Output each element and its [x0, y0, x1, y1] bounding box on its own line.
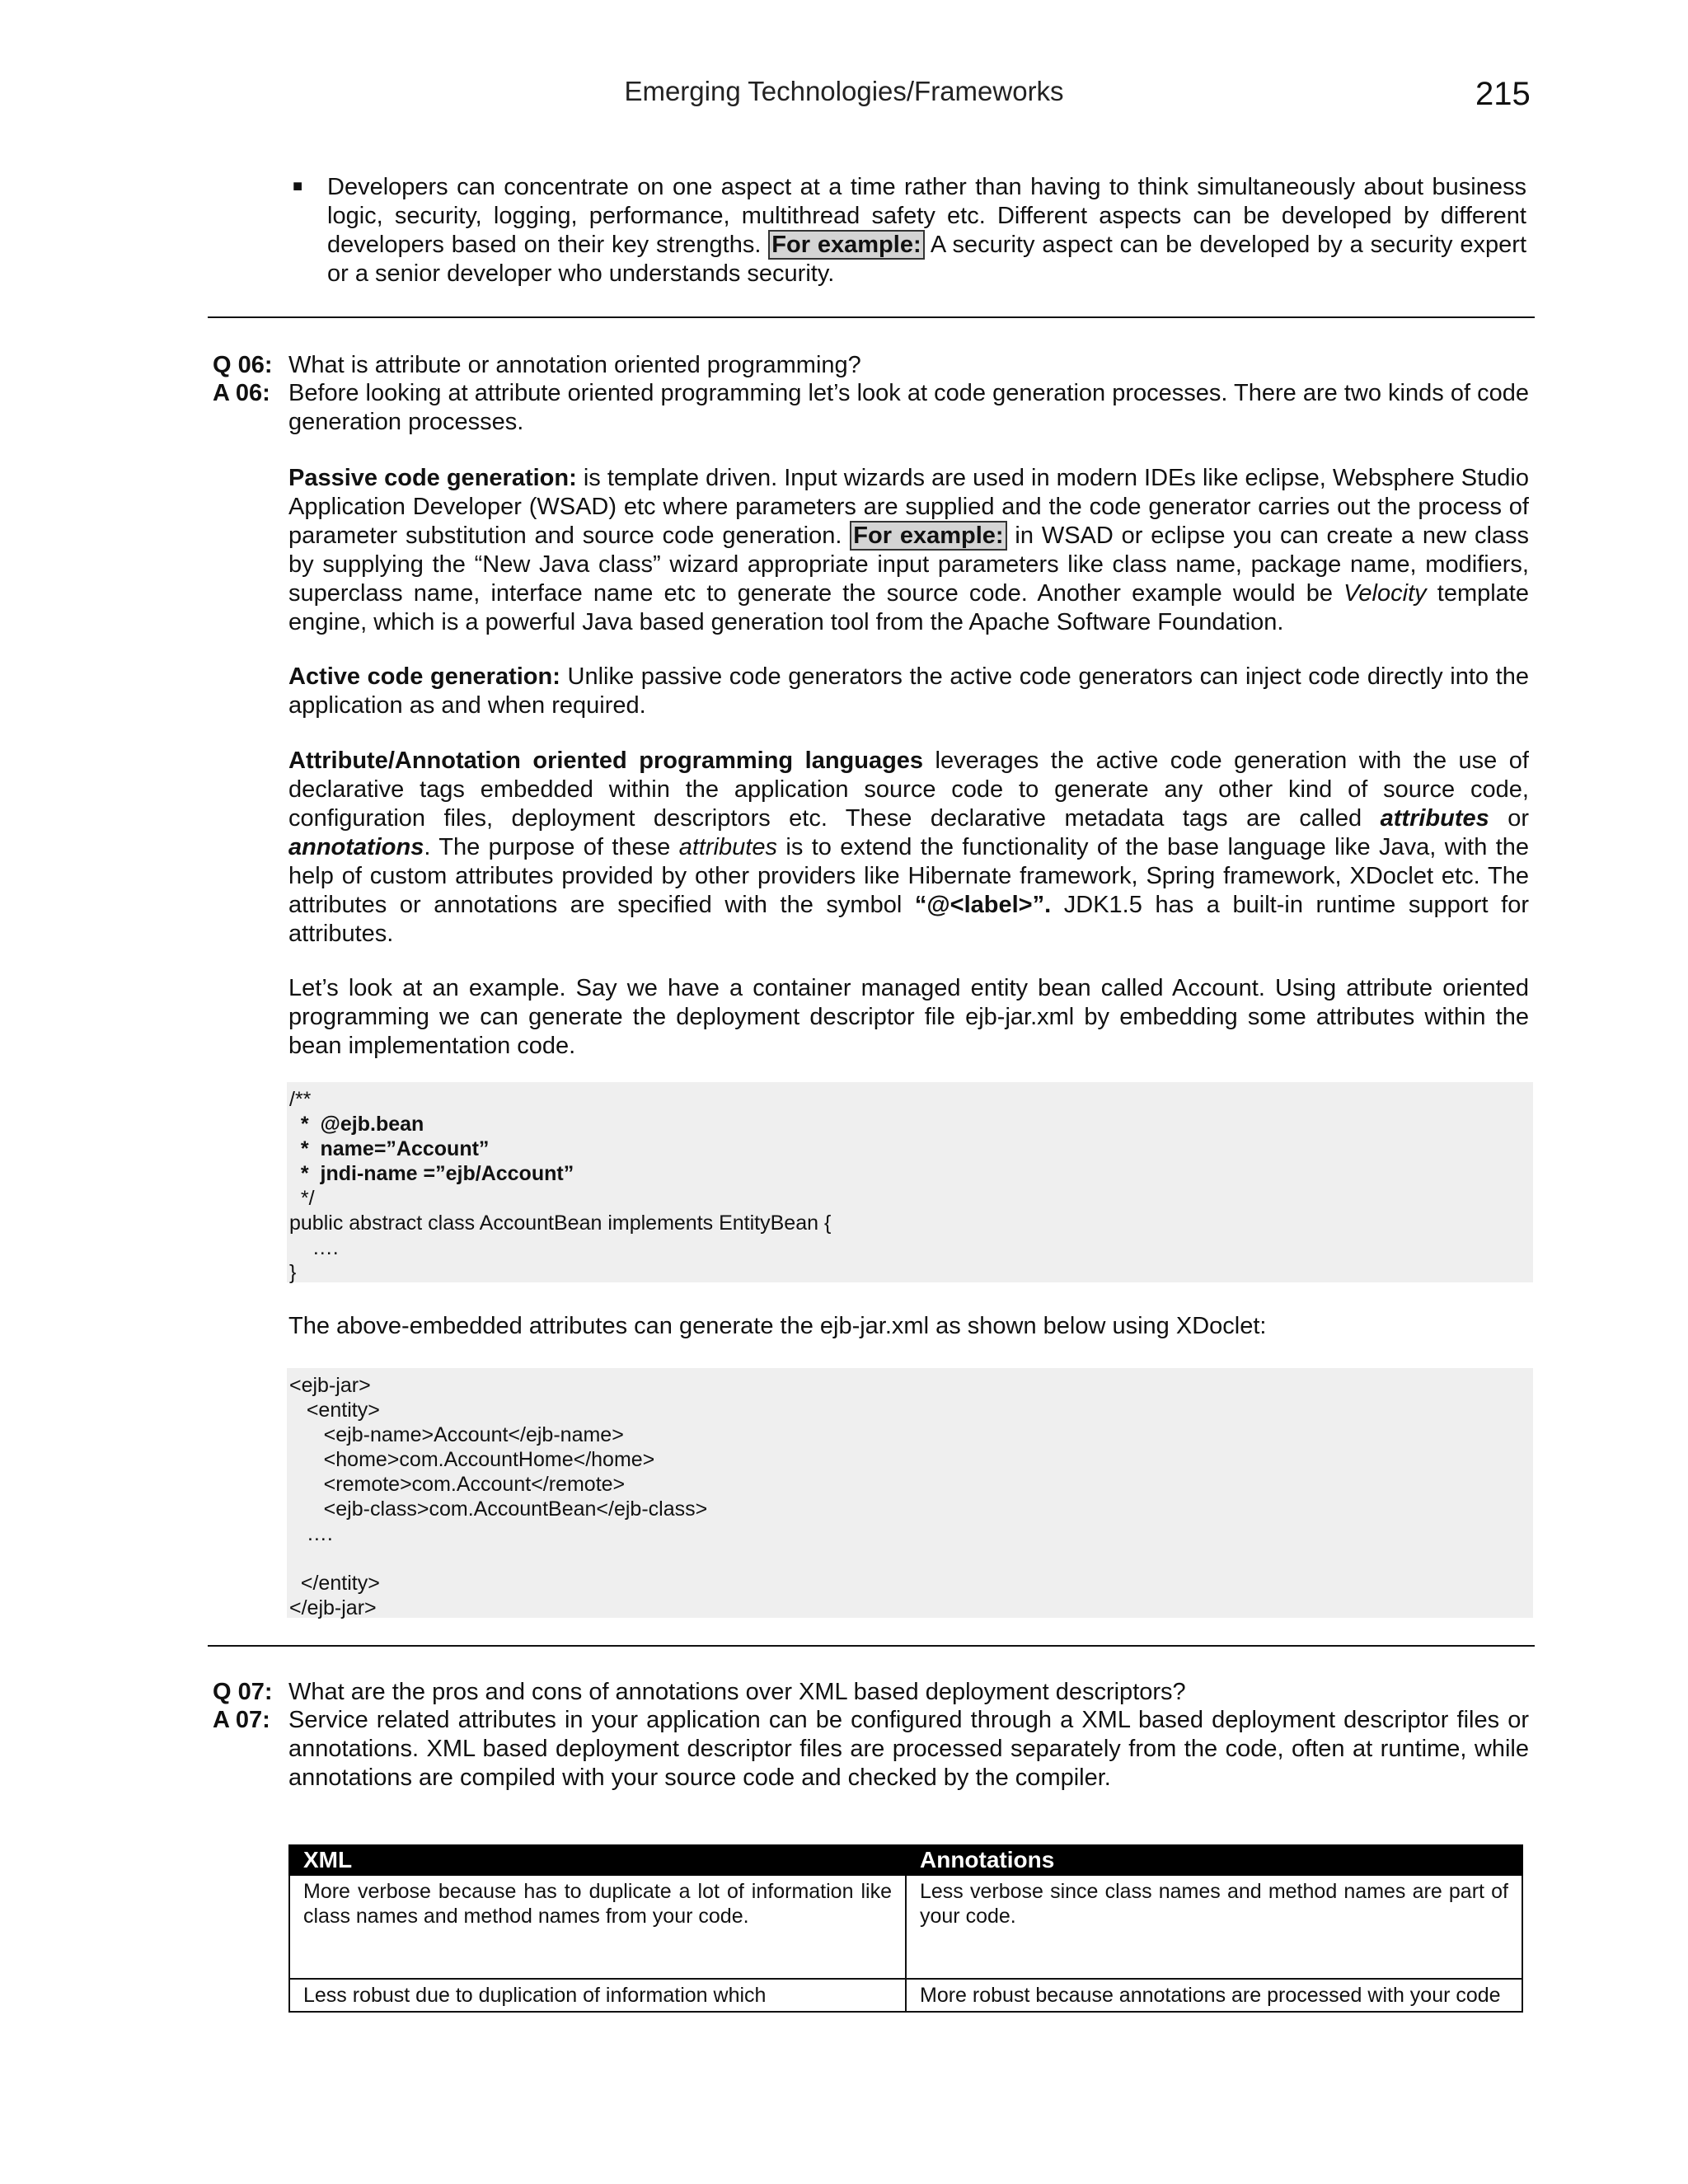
- for-example-highlight: For example:: [768, 230, 924, 260]
- for-example-highlight: For example:: [850, 521, 1006, 551]
- a07-answer: Service related attributes in your application can be configured through a XML based deployment descriptor files or annotations. XML based deployment descriptor files are processed separately from the code, often at runtime, while annotations are compiled with your source code and checked by the compiler.: [288, 1707, 1529, 1791]
- table-row: Less robust due to duplication of information which More robust because annotations are processed with your code: [289, 1979, 1522, 2012]
- java-code-block: /** * @ejb.bean * name=”Account” * jndi-name =”ejb/Account” */ public abstract class AccountBean implements EntityBean { …. }: [287, 1082, 1533, 1282]
- attribute-programming-paragraph: Attribute/Annotation oriented programming languages leverages the active code generation with the use of declarative tags embedded within the application source code to generate any other kind of source code, configuration files, deployment descriptors etc. These declarative metadata tags are called attributes or annotations. The purpose of these attributes is to extend the functionality of the base language like Java, with the help of custom attributes provided by other providers like Hibernate framework, Spring framework, XDoclet etc. The attributes or annotations are specified with the symbol “@<label>”. JDK1.5 has a built-in runtime support for attributes.: [288, 748, 1530, 947]
- page-number: 215: [1475, 76, 1531, 112]
- q06-label: Q 06:: [213, 352, 273, 378]
- q07-label: Q 07:: [213, 1679, 273, 1705]
- table-header-xml: XML: [289, 1845, 906, 1875]
- active-heading: Active code generation:: [288, 663, 560, 690]
- section-divider: [208, 1645, 1535, 1647]
- attr-heading: Attribute/Annotation oriented programming languages: [288, 748, 924, 774]
- bullet-text-b: A security aspect can be developed by a security expert or a senior developer who understands security.: [327, 232, 1527, 287]
- a07-label: A 07:: [213, 1707, 270, 1733]
- xdoclet-intro: The above-embedded attributes can generate the ejb-jar.xml as shown below using XDoclet:: [288, 1313, 1267, 1339]
- bullet-paragraph: [327, 173, 1526, 288]
- passive-heading: Passive code generation:: [288, 465, 577, 491]
- bullet-text-a: Developers can concentrate on one aspect at a time rather than having to think simultaneously about business logic, security, logging, performance, multithread safety etc. Different aspects can be developed by different developers based on their key strengths.: [327, 174, 1526, 258]
- active-generation-paragraph: Active code generation: Unlike passive code generators the active code generators can inject code directly into the application as and when required.: [288, 663, 1529, 719]
- table-row: More verbose because has to duplicate a lot of information like class names and method names from your code. Less verbose since class names and method names are part of your code.: [289, 1875, 1522, 1979]
- section-divider: [208, 316, 1535, 318]
- passive-generation-paragraph: Passive code generation: is template driven. Input wizards are used in modern IDEs like eclipse, Websphere Studio Application Developer (WSAD) etc where parameters are supplied and the code generator carries out the process of parameter substitution and source code generation. For example: in WSAD or eclipse you can create a new class by supplying the “New Java class” wizard appropriate input parameters like class name, package name, modifiers, superclass name, interface name etc to generate the source code. Another example would be Velocity template engine, which is a powerful Java based generation tool from the Apache Software Foundation.: [288, 465, 1530, 635]
- running-header: Emerging Technologies/Frameworks: [624, 76, 1064, 106]
- a06-intro: Before looking at attribute oriented programming let’s look at code generation processes. There are two kinds of code generation processes.: [288, 380, 1529, 435]
- bullet-marker-icon: ■: [293, 177, 303, 195]
- xml-code-block: <ejb-jar> <entity> <ejb-name>Account</ejb-name> <home>com.AccountHome</home> <remote>com.Account</remote> <ejb-class>com.AccountBean</ejb-class> …. </entity> </ejb-jar>: [287, 1368, 1533, 1618]
- example-paragraph: Let’s look at an example. Say we have a container managed entity bean called Account. Using attribute oriented programming we can generate the deployment descriptor file ejb-jar.xml by embedding some attributes within the bean implementation code.: [288, 975, 1529, 1059]
- table-header-annotations: Annotations: [906, 1845, 1522, 1875]
- a06-label: A 06:: [213, 380, 270, 406]
- q07-question: What are the pros and cons of annotations over XML based deployment descriptors?: [288, 1679, 1186, 1705]
- xml-vs-annotations-table: [288, 1844, 1523, 2013]
- q06-question: What is attribute or annotation oriented programming?: [288, 352, 861, 378]
